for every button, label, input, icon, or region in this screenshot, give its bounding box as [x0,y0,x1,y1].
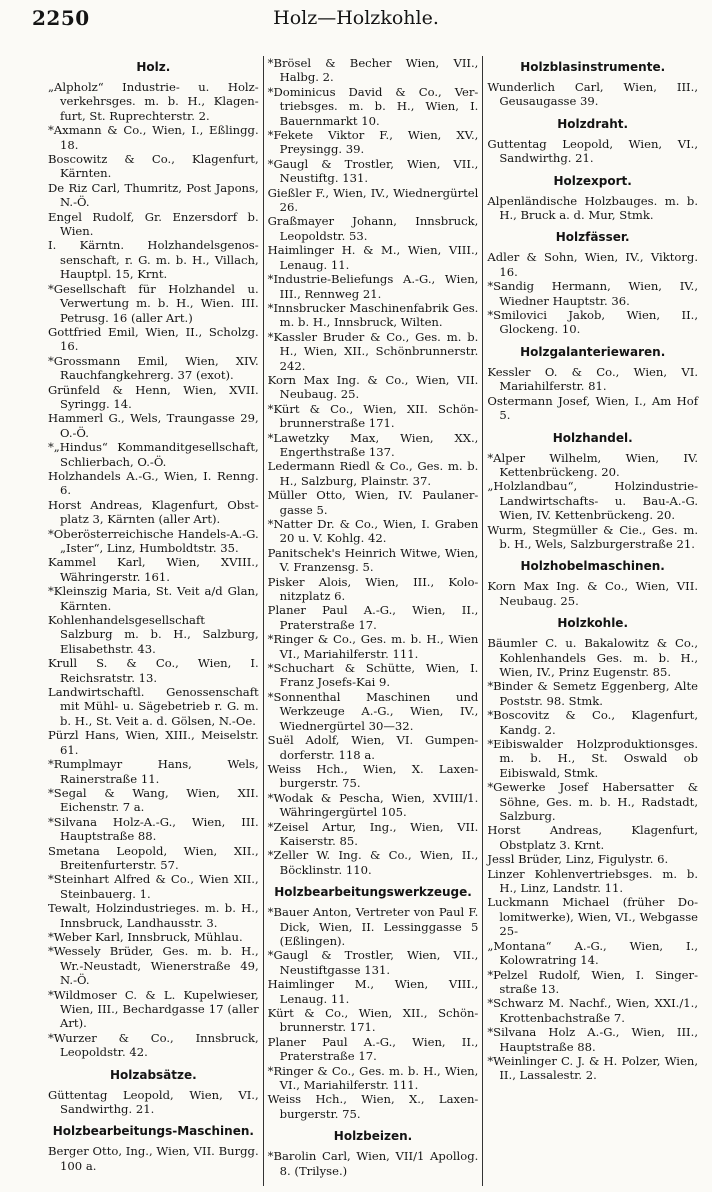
directory-entry: Grünfeld & Henn, Wien, XVII. Syringg. 14. [48,382,259,411]
directory-entry: *Dominicus David & Co., Vertriebsges. m. b. H., Wien, I. Bauernmarkt 10. [267,84,479,128]
directory-entry: „Alpholz“ Industrie- u. Holzverkehrsges. m. b. H., Klagenfurt, St. Ruprechterstr. 2. [48,80,259,123]
directory-entry: Weiss Hch., Wien, X. Laxenburgerstr. 75. [267,761,479,791]
directory-entry: „Montana“ A.-G., Wien, I., Kolowratring 14. [487,938,699,968]
directory-entry: *Wessely Brüder, Ges. m. b. H., Wr.-Neustadt, Wienerstraße 49, N.-Ö. [48,944,259,988]
section-spacer [268,877,479,881]
section-spacer [48,1173,259,1177]
directory-entry: *Eibiswalder Holzproduktionsges. m. b. H., St. Oswald ob Eibiswald, Stmk. [487,737,699,780]
section-heading: Holzbearbeitungswerkzeuge. [274,885,472,900]
directory-entry: *Gewerke Josef Habersatter & Söhne, Ges. m. b. H., Radstadt, Salzburg. [487,780,699,824]
section-heading: Holzdraht. [557,116,629,131]
directory-entry: Holzhandels A.-G., Wien, I. Renng. 6. [48,468,259,498]
directory-entry: Berger Otto, Ing., Wien, VII. Burgg. 100 a. [48,1144,259,1173]
section-spacer [487,222,698,226]
section-heading: Holzfässer. [555,230,630,245]
section-heading: Holz. [136,60,171,74]
directory-entry: *Axmann & Co., Wien, I., Eßlingg. 18. [48,123,259,152]
section-spacer [487,337,698,341]
directory-entry: Gießler F., Wien, IV., Wiednergürtel 26. [267,185,479,215]
directory-entry: Graßmayer Johann, Innsbruck, Leopoldstr. 53. [267,214,479,243]
directory-entry: *Sonnenthal Maschinen und Werkzeuge A.-G., Wien, IV., Wiednergürtel 30—32. [267,689,479,733]
directory-entry: Weiss Hch., Wien, X., Laxenburgerstr. 75. [267,1092,479,1121]
section-spacer [487,166,698,170]
directory-entry: Engel Rudolf, Gr. Enzersdorf b. Wien. [48,209,259,239]
directory-entry: *Oberösterreichische Handels-A.-G. „Ister“, Linz, Humboldtstr. 35. [48,526,259,555]
directory-entry: Alpenländische Holzbauges. m. b. H., Bruck a. d. Mur, Stmk. [487,193,699,223]
directory-entry: *Wurzer & Co., Innsbruck, Leopoldstr. 42. [48,1030,259,1060]
directory-entry: *Gaugl & Trostler, Wien, VII., Neustiftgasse 131. [267,948,479,977]
directory-entry: Haimlinger M., Wien, VIII., Lenaug. 11. [267,977,479,1006]
section-spacer [487,1083,698,1087]
directory-entry: Pisker Alois, Wien, III., Kolonitzplatz 6. [267,574,479,604]
directory-entry: Krull S. & Co., Wien, I. Reichsratstr. 13. [48,656,259,685]
directory-entry: *Barolin Carl, Wien, VII/1 Apollog. 8. (Trilyse.) [267,1149,479,1178]
directory-entry: *Kleinszig Maria, St. Veit a/d Glan, Kärnten. [48,584,259,613]
page-title: Holz—Holzkohle. [273,7,439,29]
directory-entry: *Fekete Viktor F., Wien, XV., Preysingg. 39. [267,128,479,157]
directory-entry: *Pelzel Rudolf, Wien, I. Singerstraße 13. [487,967,699,996]
directory-entry: *Smilovici Jakob, Wien, II., Glockeng. 10. [487,308,699,337]
directory-entry: Luckmann Michael (früher Dolomitwerke), Wien, VI., Webgasse 25- [487,895,699,939]
directory-entry: Boscowitz & Co., Klagenfurt, Kärnten. [48,152,259,181]
directory-entry: *Steinhart Alfred & Co., Wien XII., Steinbauerg. 1. [48,872,259,901]
directory-entry: *Schwarz M. Nachf., Wien, XXI./1., Krottenbachstraße 7. [487,996,699,1025]
directory-entry: Kammel Karl, Wien, XVIII., Währingerstr. 161. [48,555,259,584]
directory-entry: *Alper Wilhelm, Wien, IV. Kettenbrückeng. 20. [487,450,699,479]
directory-entry: *Silvana Holz A.-G., Wien, III., Hauptstraße 88. [487,1025,699,1054]
section-heading: Holzbearbeitungs-Maschinen. [52,1124,254,1139]
directory-entry: Suël Adolf, Wien, VI. Gumpendorferstr. 118 a. [267,733,479,762]
directory-entry: Güttentag Leopold, Wien, VI., Sandwirthg. 21. [48,1087,259,1117]
directory-entry: Horst Andreas, Klagenfurt, Obstplatz 3, Kärnten (aller Art). [48,497,259,527]
section-spacer [48,1060,259,1064]
directory-entry: *Segal & Wang, Wien, XII. Eichenstr. 7 a. [48,785,259,815]
directory-entry: *Gaugl & Trostler, Wien, VII., Neustiftg. 131. [267,156,479,186]
directory-entry: Kessler O. & Co., Wien, VI. Mariahilferstr. 81. [487,364,699,394]
directory-entry: *Innsbrucker Maschinenfabrik Ges. m. b. H., Innsbruck, Wilten. [267,300,479,330]
directory-entry: *Grossmann Emil, Wien, XIV. Rauchfangkehrerg. 37 (exot). [48,353,259,383]
directory-entry: *Lawetzky Max, Wien, XX., Engerthstraße 137. [267,430,479,459]
directory-entry: *Ringer & Co., Ges. m. b. H., Wien, VI., Mariahilferstr. 111. [267,1063,479,1093]
section-heading: Holzabsätze. [109,1067,197,1082]
directory-entry: Ledermann Riedl & Co., Ges. m. b. H., Salzburg, Plainstr. 37. [267,459,479,488]
directory-columns [44,56,702,1186]
directory-entry: Haimlinger H. & M., Wien, VIII., Lenaug. 11. [267,243,479,272]
section-spacer [48,1116,259,1120]
directory-entry: *Weber Karl, Innsbruck, Mühlau. [48,929,243,944]
section-heading: Holzgalanteriewaren. [520,344,666,359]
directory-entry: *Gesellschaft für Holzhandel u. Verwertung m. b. H., Wien. III. Petrusg. 16 (aller Art.) [48,281,259,325]
directory-entry: Jessl Brüder, Linz, Figulystr. 6. [487,852,669,867]
column-3 [482,56,702,1186]
directory-entry: Müller Otto, Wien, IV. Paulanergasse 5. [267,488,479,517]
directory-entry: *Wildmoser C. & L. Kupelwieser, Wien, III., Bechardgasse 17 (aller Art). [48,987,259,1031]
directory-entry: Korn Max Ing. & Co., Wien, VII. Neubaug. 25. [267,372,479,402]
directory-entry: *Zeisel Artur, Ing., Wien, VII. Kaiserstr. 85. [267,819,479,848]
directory-entry: Wunderlich Carl, Wien, III., Geusaugasse 39. [487,80,699,109]
section-spacer [268,1178,479,1182]
section-spacer [487,608,698,612]
directory-entry: *Zeller W. Ing. & Co., Wien, II., Böcklinstr. 110. [267,848,479,877]
directory-entry: *Schuchart & Schütte, Wien, I. Franz Josefs-Kai 9. [267,661,479,690]
directory-entry: Smetana Leopold, Wien, XII., Breitenfurterstr. 57. [48,843,259,872]
directory-entry: I. Kärntn. Holzhandelsgenossenschaft, r. G. m. b. H., Villach, Hauptpl. 15, Krnt. [48,238,259,282]
directory-entry: Bäumler C. u. Bakalowitz & Co., Kohlenhandels Ges. m. b. H., Wien, IV., Prinz Eugenstr. 85. [487,636,699,679]
directory-entry: *Binder & Semetz Eggenberg, Alte Poststr. 98. Stmk. [487,679,699,708]
column-2 [263,56,483,1186]
section-spacer [487,109,698,113]
section-heading: Holzbeizen. [333,1129,413,1144]
directory-entry: De Riz Carl, Thumritz, Post Japons, N.-Ö. [48,180,259,210]
directory-entry: Adler & Sohn, Wien, IV., Viktorg. 16. [487,250,699,279]
directory-entry: Pürzl Hans, Wien, XIII., Meiselstr. 61. [48,728,259,757]
directory-entry: Ostermann Josef, Wien, I., Am Hof 5. [487,393,699,423]
directory-entry: *Silvana Holz-A.-G., Wien, III. Hauptstraße 88. [48,814,259,844]
directory-entry: Gottfried Emil, Wien, II., Scholzg. 16. [48,324,259,354]
section-heading: Holzkohle. [557,616,628,631]
directory-entry: Guttentag Leopold, Wien, VI., Sandwirthg. 21. [487,136,699,166]
section-heading: Holzexport. [553,173,632,188]
directory-entry: Kohlenhandelsgesellschaft Salzburg m. b. H., Salzburg, Elisabethstr. 43. [48,613,259,656]
section-spacer [487,423,698,427]
directory-entry: *Industrie-Beliefungs A.-G., Wien, III., Rennweg 21. [267,272,479,301]
directory-entry: Korn Max Ing. & Co., Wien, VII. Neubaug. 25. [487,579,699,608]
directory-entry: *Sandig Hermann, Wien, IV., Wiedner Hauptstr. 36. [487,279,699,308]
directory-entry: *Natter Dr. & Co., Wien, I. Graben 20 u. V. Kohlg. 42. [267,517,479,546]
directory-entry: *Boscovitz & Co., Klagenfurt, Kandg. 2. [487,708,699,737]
directory-entry: *„Hindus“ Kommanditgesellschaft, Schlierbach, O.-Ö. [48,440,259,469]
directory-entry: Panitschek's Heinrich Witwe, Wien, V. Franzensg. 5. [267,545,479,575]
directory-entry: Landwirtschaftl. Genossenschaft mit Mühl- u. Sägebetrieb r. G. m. b. H., St. Veit a. d. Gölsen, N.-Oe. [48,685,259,728]
section-heading: Holzhandel. [552,430,633,445]
section-heading: Holzhobelmaschinen. [520,559,665,574]
directory-entry: Linzer Kohlenvertriebsges. m. b. H., Linz, Landstr. 11. [487,866,699,896]
directory-entry: *Wodak & Pescha, Wien, XVIII/1. Währingergürtel 105. [267,790,479,820]
directory-entry: *Kassler Bruder & Co., Ges. m. b. H., Wien, XII., Schönbrunnerstr. 242. [267,329,479,373]
directory-entry: Kürt & Co., Wien, XII., Schönbrunnerstr. 171. [267,1006,479,1035]
section-spacer [487,551,698,555]
directory-entry: Wurm, Stegmüller & Cie., Ges. m. b. H., Wels, Salzburgerstraße 21. [487,522,699,551]
directory-entry: *Brösel & Becher Wien, VII., Halbg. 2. [267,56,479,85]
directory-entry: Horst Andreas, Klagenfurt, Obstplatz 3. Krnt. [487,823,699,852]
page-number: 2250 [32,6,90,30]
directory-entry: *Bauer Anton, Vertreter von Paul F. Dick, Wien, II. Lessinggasse 5 (Eßlingen). [267,905,479,948]
directory-entry: *Kürt & Co., Wien, XII. Schönbrunnerstraße 171. [267,401,479,431]
page-header [0,0,712,40]
directory-entry: Hammerl G., Wels, Traungasse 29, O.-Ö. [48,411,259,440]
directory-entry: Planer Paul A.-G., Wien, II., Praterstraße 17. [267,1034,479,1064]
column-1 [44,56,263,1186]
directory-entry: Tewalt, Holzindustrieges. m. b. H., Innsbruck, Landhausstr. 3. [48,901,259,930]
directory-entry: *Weinlinger C. J. & H. Polzer, Wien, II., Lassalestr. 2. [487,1053,699,1083]
directory-entry: *Ringer & Co., Ges. m. b. H., Wien VI., Mariahilferstr. 111. [267,632,479,661]
section-spacer [268,1121,479,1125]
directory-entry: „Holzlandbau“, Holzindustrie-Landwirtschafts- u. Bau-A.-G. Wien, IV. Kettenbrückeng. 20. [487,479,699,523]
section-heading: Holzblasinstrumente. [520,60,666,74]
directory-entry: Planer Paul A.-G., Wien, II., Praterstraße 17. [267,603,479,632]
directory-entry: *Rumplmayr Hans, Wels, Rainerstraße 11. [48,757,259,786]
